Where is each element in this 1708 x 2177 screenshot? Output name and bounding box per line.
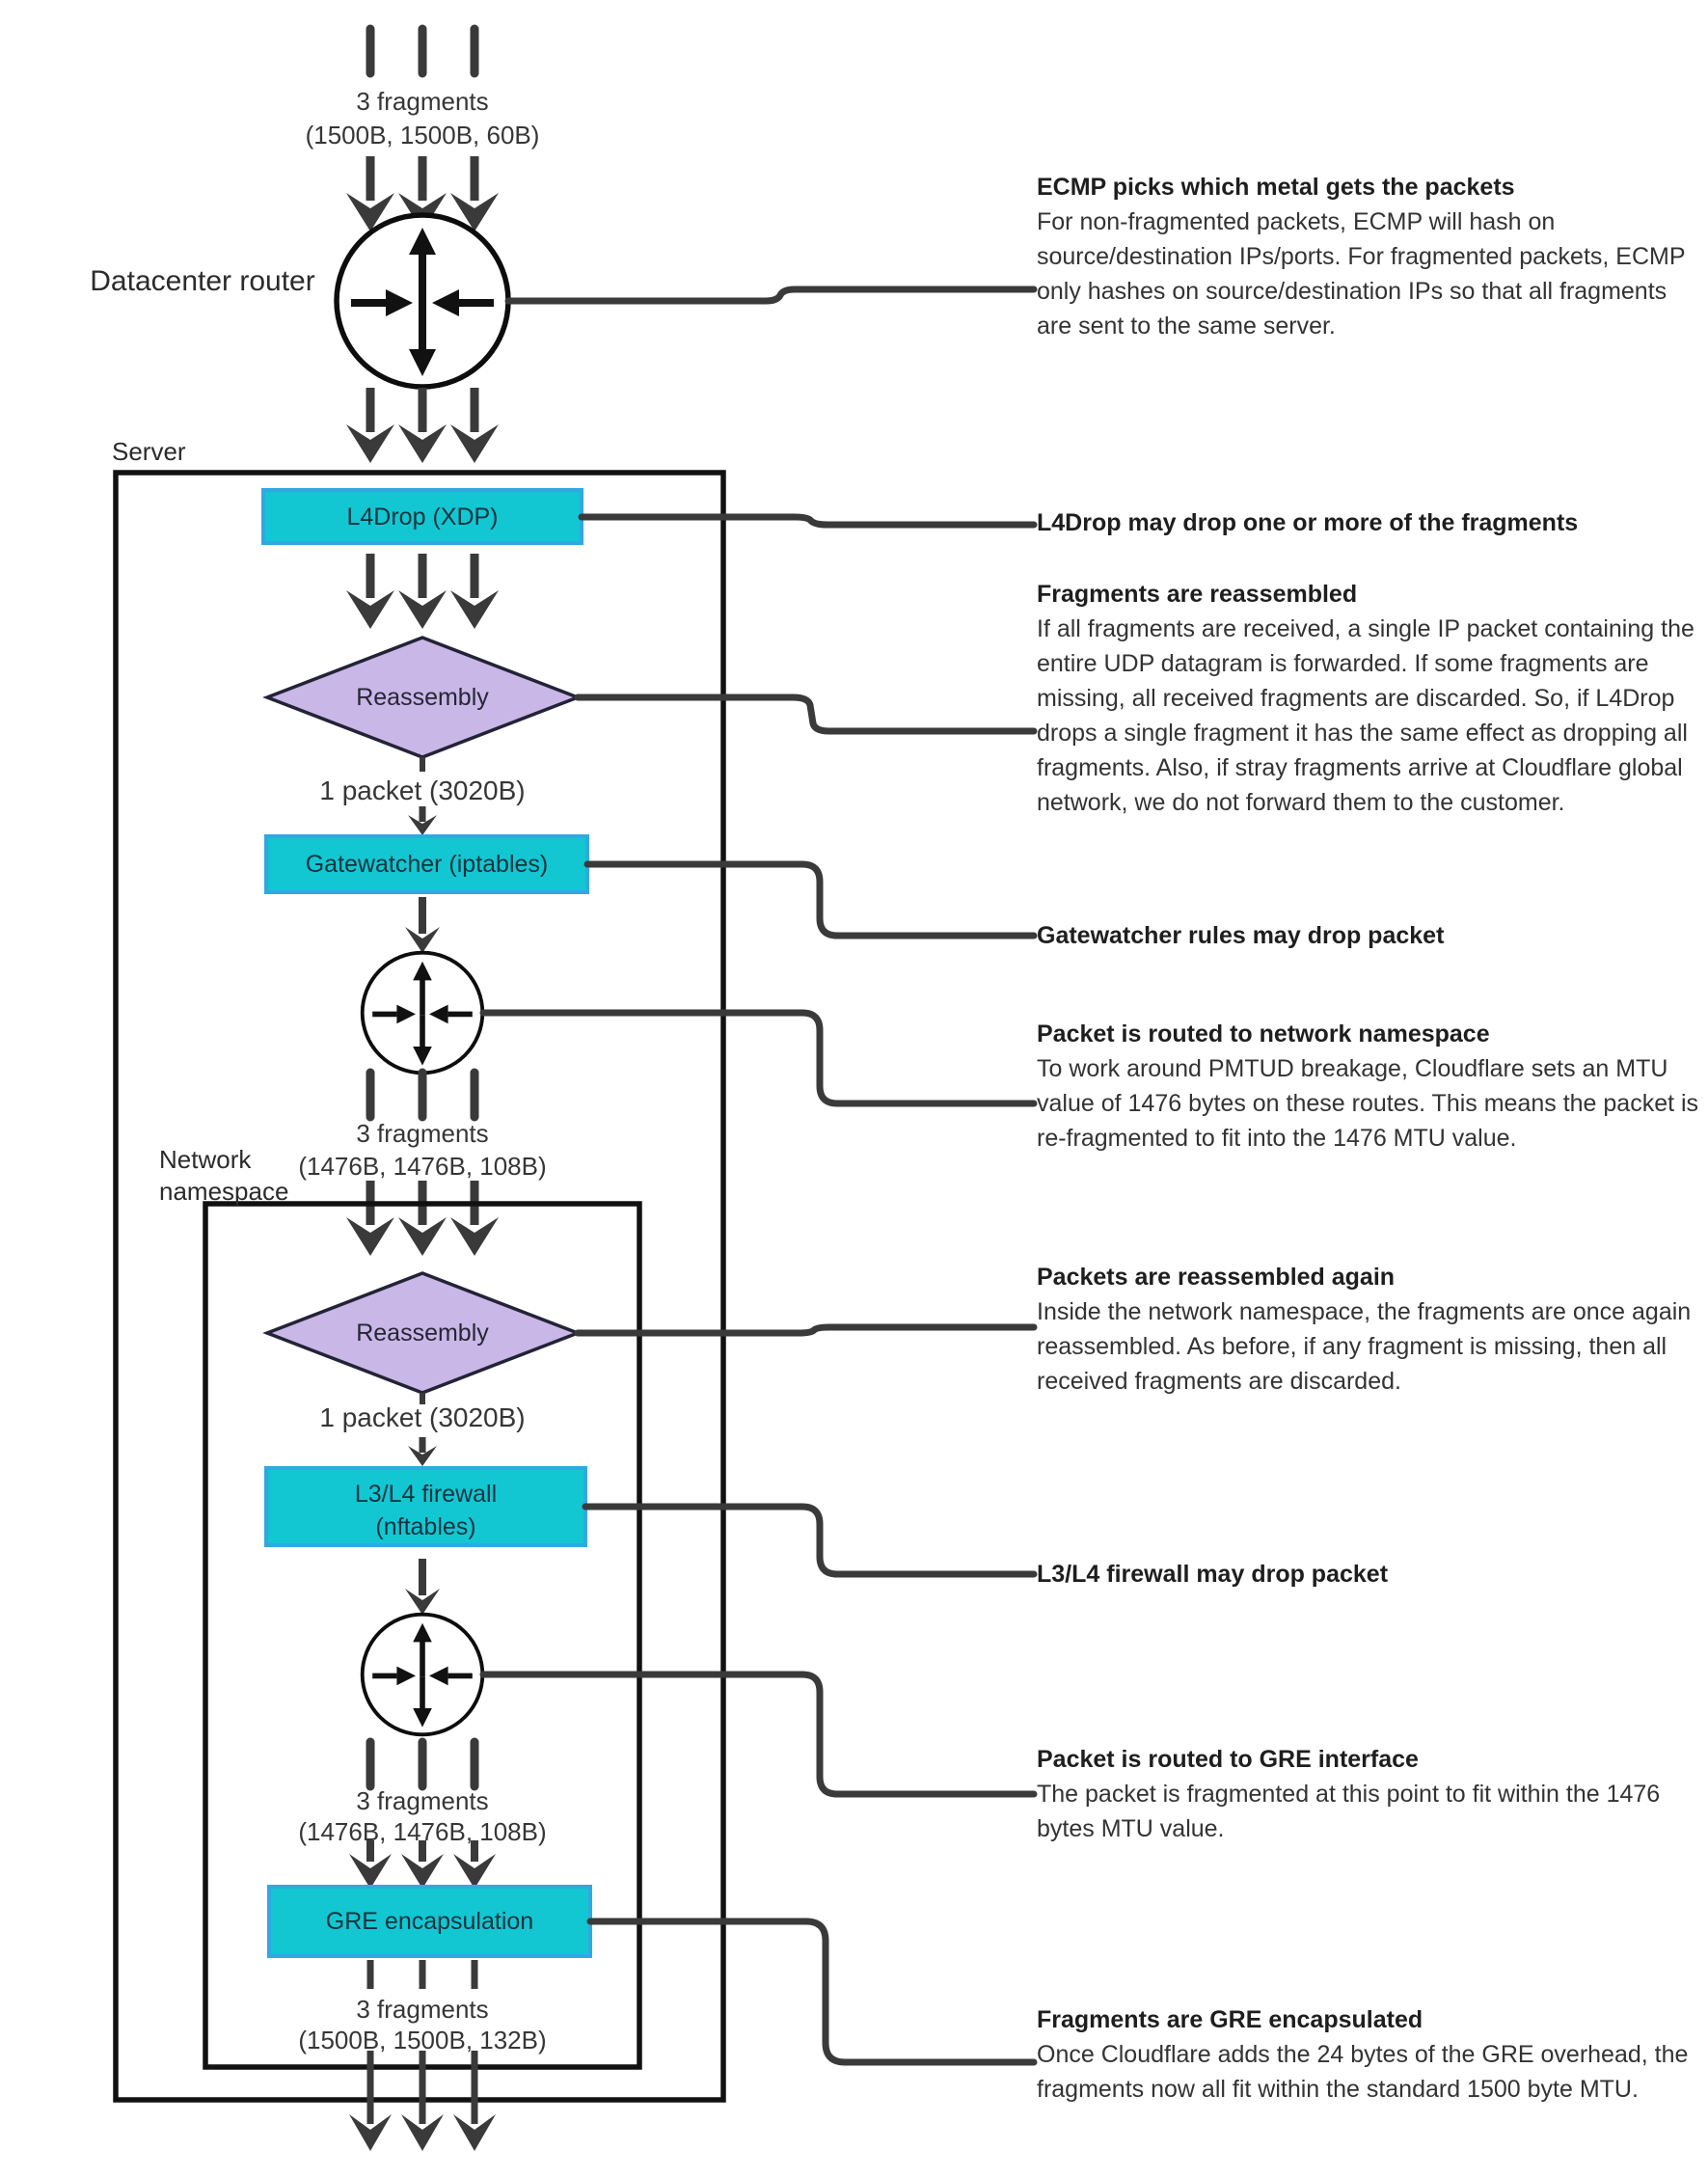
annotation-gre-route-body: The packet is fragmented at this point to fit within the 1476 bytes MTU value. <box>1037 1781 1661 1842</box>
annotation-reassembled-again-title: Packets are reassembled again <box>1037 1264 1396 1291</box>
annotation-gre-route-title: Packet is routed to GRE interface <box>1037 1746 1419 1773</box>
arrow-into-gatewatcher <box>408 806 437 835</box>
annotation-reassembled-body: If all fragments are received, a single IP packet containing the entire UDP datagram is forwarded. If some fragments are missing, all received fragments are discarded. So, if L4Drop drops a single fragment it has the same effect as dropping all fragments. Also, if stray fragments arrive at Cloudflare global network, we do not forward them to the customer. <box>1037 615 1694 816</box>
annotation-gre-encapsulated <box>1037 2002 1702 2107</box>
router-icon-namespace-route <box>363 953 483 1074</box>
gatewatcher-label: Gatewatcher (iptables) <box>305 851 549 878</box>
annotation-reassembled <box>1037 577 1702 820</box>
fragment-dashes-2 <box>370 1073 474 1117</box>
annotation-ecmp-title: ECMP picks which metal gets the packets <box>1037 174 1515 201</box>
router-icon-gre-route <box>363 1615 483 1735</box>
annotation-namespace-route-title: Packet is routed to network namespace <box>1037 1020 1490 1048</box>
flow-arrows-out-of-server <box>349 2051 496 2151</box>
connector-l4drop <box>582 517 1034 525</box>
reassembly2-label: Reassembly <box>356 1320 489 1347</box>
annotation-namespace-route <box>1037 1017 1702 1156</box>
fragment-dashes-3 <box>370 1742 474 1786</box>
arrow-into-router2 <box>405 897 440 953</box>
network-namespace-label-line1: Network <box>159 1145 252 1174</box>
frag4-sizes: (1500B, 1500B, 132B) <box>298 2026 547 2055</box>
annotation-l4drop-title: L4Drop may drop one or more of the fragments <box>1037 509 1579 536</box>
l3l4-firewall-label-line2: (nftables) <box>375 1513 476 1540</box>
annotation-l3l4 <box>1037 1557 1702 1592</box>
network-namespace-label-line2: namespace <box>159 1177 289 1206</box>
reassembly1-label: Reassembly <box>356 684 489 711</box>
router-icon-datacenter <box>337 215 508 387</box>
annotation-l4drop <box>1037 505 1702 540</box>
frag1-sizes: (1500B, 1500B, 60B) <box>305 121 540 150</box>
connector-ecmp <box>508 289 1034 301</box>
annotation-gatewatcher <box>1037 918 1702 953</box>
l3l4-firewall-label-line1: L3/L4 firewall <box>354 1481 498 1508</box>
connector-l3l4 <box>585 1507 1034 1574</box>
flow-arrows-into-reassembly1 <box>346 554 499 629</box>
annotation-reassembled-again <box>1037 1260 1702 1399</box>
l4drop-label: L4Drop (XDP) <box>346 503 499 531</box>
packet1-label: 1 packet (3020B) <box>319 776 526 805</box>
server-label: Server <box>112 437 186 466</box>
gre-encapsulation-label: GRE encapsulation <box>325 1908 534 1935</box>
frag1-label: 3 fragments <box>356 87 489 116</box>
packet2-label: 1 packet (3020B) <box>319 1402 526 1432</box>
frag2-label: 3 fragments <box>356 1119 489 1148</box>
connector-reassembly1 <box>578 697 1034 731</box>
annotation-gre-encapsulated-body: Once Cloudflare adds the 24 bytes of the GRE overhead, the fragments now all fit within the standard 1500 byte MTU. <box>1037 2041 1689 2103</box>
annotation-gatewatcher-title: Gatewatcher rules may drop packet <box>1037 922 1445 949</box>
connector-gatewatcher <box>587 864 1034 936</box>
annotation-l3l4-title: L3/L4 firewall may drop packet <box>1037 1561 1389 1588</box>
network-namespace-label <box>159 1144 362 1208</box>
annotation-reassembled-title: Fragments are reassembled <box>1037 581 1358 608</box>
annotation-gre-route <box>1037 1742 1702 1846</box>
datacenter-router-label: Datacenter router <box>90 265 315 297</box>
connector-router2 <box>483 1013 1034 1103</box>
annotation-reassembled-again-body: Inside the network namespace, the fragments are once again reassembled. As before, if any fragment is missing, then all received fragments are discarded. <box>1037 1298 1692 1395</box>
arrow-into-router3 <box>405 1559 440 1615</box>
flow-arrows-into-namespace <box>346 1181 499 1256</box>
l3l4-firewall-label <box>266 1478 585 1543</box>
frag3-sizes: (1476B, 1476B, 108B) <box>298 1817 547 1846</box>
fragment-lines-out-of-gre <box>370 1960 474 1989</box>
annotation-ecmp <box>1037 170 1702 343</box>
fragment-dashes-top <box>370 29 474 73</box>
connector-reassembly2 <box>578 1327 1034 1333</box>
annotation-gre-encapsulated-title: Fragments are GRE encapsulated <box>1037 2006 1423 2033</box>
arrow-into-l3l4 <box>408 1437 437 1466</box>
annotation-namespace-route-body: To work around PMTUD breakage, Cloudflare sets an MTU value of 1476 bytes on these routes. This means the packet is re-fragmented to fit into the 1476 MTU value. <box>1037 1055 1699 1152</box>
connector-router3 <box>483 1674 1034 1794</box>
frag4-label: 3 fragments <box>356 1995 489 2024</box>
connector-gre <box>590 1921 1034 2062</box>
frag2-sizes: (1476B, 1476B, 108B) <box>298 1152 547 1181</box>
frag3-label: 3 fragments <box>356 1786 489 1815</box>
flow-arrows-into-server <box>346 388 499 463</box>
annotation-ecmp-body: For non-fragmented packets, ECMP will hash on source/destination IPs/ports. For fragmented packets, ECMP only hashes on source/destination IPs so that all fragments are sent to the same server. <box>1037 208 1686 340</box>
